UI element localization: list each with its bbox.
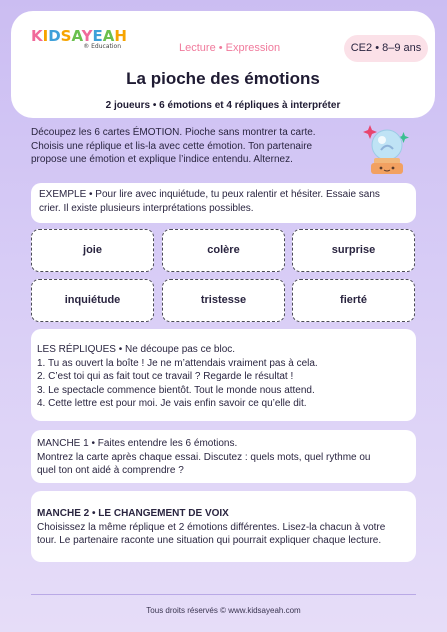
subject-label: Lecture • Expression <box>179 42 281 54</box>
emotion-card-inquietude: inquiétude <box>31 279 154 322</box>
replies-heading: LES RÉPLIQUES • Ne découpe pas ce bloc. <box>37 344 236 355</box>
instruction-line: Découpez les 6 cartes ÉMOTION. Pioche sans montrer ta carte. <box>31 127 316 138</box>
example-line: EXEMPLE • Pour lire avec inquiétude, tu peux ralentir et hésiter. Essaie sans <box>39 189 380 200</box>
example-line: crier. Il existe plusieurs interprétations possibles. <box>39 202 254 214</box>
kidsayeah-logo <box>31 25 131 59</box>
emotion-card-colere: colère <box>162 229 285 272</box>
reply-line: 4. Cette lettre est pour moi. Je vais enfin savoir ce qu’elle dit. <box>37 398 307 409</box>
level-badge: CE2 • 8–9 ans <box>344 35 428 62</box>
round-one-heading: MANCHE 1 • Faites entendre les 6 émotions. <box>37 438 238 449</box>
logo-subtitle: ® Education <box>83 43 121 50</box>
crystal-ball-icon <box>362 122 412 178</box>
footer-copyright: Tous droits réservés © www.kidsayeah.com <box>146 606 301 615</box>
instruction-line: Choisis une réplique et lis-la avec cette émotion. Ton partenaire <box>31 140 313 152</box>
round-two-heading: MANCHE 2 • LE CHANGEMENT DE VOIX <box>37 508 229 519</box>
round-one-line: quel ton ont aidé à comprendre ? <box>37 465 184 476</box>
reply-line: 2. C’est toi qui as fait tout ce travail ? Regarde le résultat ! <box>37 371 294 382</box>
replies-card <box>31 329 416 421</box>
footer-divider <box>31 594 416 595</box>
page-subtitle: 2 joueurs • 6 émotions et 4 répliques à interpréter <box>105 100 341 111</box>
page-title: La pioche des émotions <box>126 69 320 88</box>
round-one-card <box>31 430 416 483</box>
emotion-card-fierte: fierté <box>292 279 415 322</box>
round-two-card <box>31 491 416 562</box>
reply-line: 3. Le spectacle commence bientôt. Tout le monde nous attend. <box>37 384 315 396</box>
instructions <box>31 126 351 167</box>
emotion-card-joie: joie <box>31 229 154 272</box>
example-card <box>31 183 416 223</box>
emotion-card-surprise: surprise <box>292 229 415 272</box>
instruction-line: propose une émotion et explique l’indice entendu. Alternez. <box>31 154 293 165</box>
round-two-line: tour. Le partenaire raconte une situation qui pourrait expliquer chaque lecture. <box>37 535 382 546</box>
header-card <box>11 11 435 118</box>
round-two-line: Choisissez la même réplique et 2 émotions différentes. Lisez-la chacun à votre <box>37 521 386 533</box>
emotion-card-tristesse: tristesse <box>162 279 285 322</box>
svg-text:KIDSAYEAH: KIDSAYEAH <box>31 27 127 45</box>
round-one-line: Montrez la carte après chaque essai. Discutez : quels mots, quel rythme ou <box>37 451 371 463</box>
reply-line: 1. Tu as ouvert la boîte ! Je ne m’attendais vraiment pas à cela. <box>37 357 318 369</box>
